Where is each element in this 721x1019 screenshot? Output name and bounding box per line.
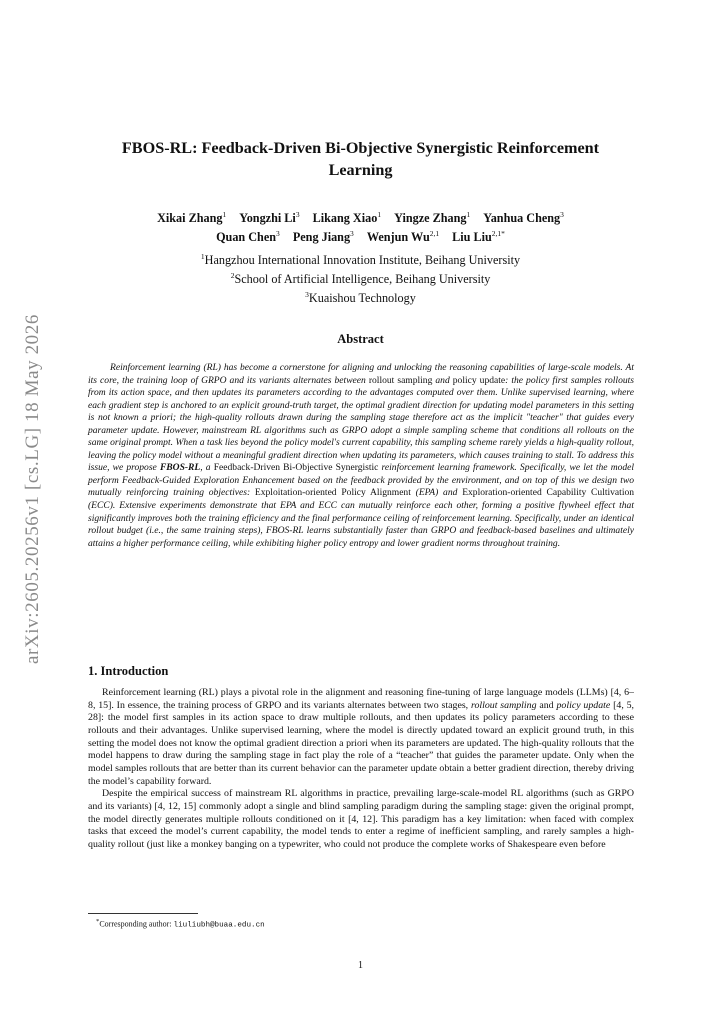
page-number: 1 (358, 960, 363, 971)
abstract-term: Exploitation-oriented Policy Alignment (254, 487, 411, 499)
abstract-term: rollout sampling (368, 374, 433, 386)
affiliation: $^2$School of Artificial Intelligence, Beihang University (230, 271, 491, 287)
author: Quan Chen$^3$ (216, 229, 280, 245)
paragraph: Reinforcement learning (RL) plays a pivotal role in the alignment and reasoning fine-tuning of large language models (LLMs) [4, 6–8, 15]. In essence, the training process of GRPO and its variants alternates between two stages, rollout sampling and policy update [4, 5, 28]: the model first samples in its action space to draw multiple rollouts, and then updates its policy parameters according to these rollouts and their advantages. Unlike supervised learning, where the model is directly updated toward an explicit ground truth, in this setting the model does not know the optimal gradient direction a priori when its parameters are updated. The high-quality rollouts that the model happens to draw during the sampling stage in fact play the role of a “teacher” that guides the parameter update. Only when the model samples rollouts that are better than its current behavior can the parameter update obtain a better gradient direction, thereby driving the model’s capability forward. (88, 687, 635, 787)
author: Liu Liu$^{2,1*}$ (452, 229, 505, 245)
affiliation-list (88, 249, 633, 306)
paragraph: Despite the empirical success of mainstream RL algorithms in practice, prevailing large-scale-model RL algorithms (such as GRPO and its variants) [4, 12, 15] commonly adopt a single and blind sampling paradigm during the sampling stage: given the original prompt, the model directly generates multiple rollouts conditioned on it [4, 12]. This paradigm has a key limitation: when faced with complex tasks that exceed the model’s current capability, the model tends to enter a regime of inefficient sampling, and rarely samples a high-quality rollout (just like a monkey banging on a typewriter, who could not produce the complete works of Shakespeare even before (88, 788, 634, 850)
affiliation: $^3$Kuaishou Technology (305, 290, 416, 306)
footnote: *Corresponding author: liuliubh@buaa.edu.cn (96, 918, 265, 930)
paper-title: FBOS-RL: Feedback-Driven Bi-Objective Synergistic Reinforcement Learning (121, 139, 600, 179)
author-list (88, 207, 633, 245)
framework-name: FBOS-RL (159, 462, 201, 474)
author: Yongzhi Li$^3$ (239, 210, 300, 226)
introduction-body (88, 687, 634, 852)
author: Wenjun Wu$^{2,1}$ (366, 229, 440, 245)
author: Yingze Zhang$^1$ (394, 210, 471, 226)
abstract-term: Feedback-Driven Bi-Objective Synergistic (213, 462, 379, 474)
author: Yanhua Cheng$^3$ (483, 210, 564, 226)
footnote-rule (88, 913, 198, 914)
email-link[interactable]: liuliubh@buaa.edu.cn (173, 921, 265, 930)
arxiv-identifier-stamp: arXiv:2605.20256v1 [cs.LG] 18 May 2026 (22, 314, 43, 664)
abstract-term: Exploration-oriented Capability Cultivation (462, 487, 635, 499)
abstract-term: policy update (452, 374, 506, 386)
affiliation: $^1$Hangzhou International Innovation Institute, Beihang University (200, 252, 521, 268)
section-heading: 1. Introduction (88, 664, 169, 678)
author: Xikai Zhang$^1$ (157, 210, 227, 226)
abstract-body: Reinforcement learning (RL) has become a cornerstone for aligning and unlocking the reasoning capabilities of large-scale models. At its core, the training loop of GRPO and its variants alternates between rollout sampling and policy update: the policy first samples rollouts from its action space, and then updates its parameters according to the advantages computed over them. Unlike supervised learning, where each gradient step is anchored to an explicit ground-truth target, the optimal gradient direction for updating model parameters in this setting is not known a priori; the high-quality rollouts drawn during the sampling stage therefore act as the implicit "teacher" that guides every parameter update. However, mainstream RL algorithms such as GRPO adopt a simple sampling scheme that conditions all rollouts on the same original prompt. When a task lies beyond the policy model's current capability, this sampling scheme rarely yields a high-quality rollout, leaving the policy model without a meaningful gradient direction when updating its parameters, which causes training to stall. To address this issue, we propose FBOS-RL, a Feedback-Driven Bi-Objective Synergistic reinforcement learning framework. Specifically, we let the model perform Feedback-Guided Exploration Enhancement based on the feedback provided by the environment, and on top of this we design two mutually reinforcing training objectives: Exploitation-oriented Policy Alignment (EPA) and Exploration-oriented Capability Cultivation (ECC). Extensive experiments demonstrate that EPA and ECC can mutually reinforce each other, forming a positive flywheel effect that significantly improves both the training efficiency and the final performance ceiling of reinforcement learning. Specifically, under an identical rollout budget (i.e., the same training steps), FBOS-RL learns substantially faster than GRPO and feedback-based baselines and ultimately attains a higher performance ceiling, while exhibiting higher policy entropy and lower gradient norms throughout training. (88, 362, 635, 549)
abstract-heading: Abstract (337, 332, 384, 346)
author: Peng Jiang$^3$ (292, 229, 354, 245)
author: Likang Xiao$^1$ (312, 210, 382, 226)
